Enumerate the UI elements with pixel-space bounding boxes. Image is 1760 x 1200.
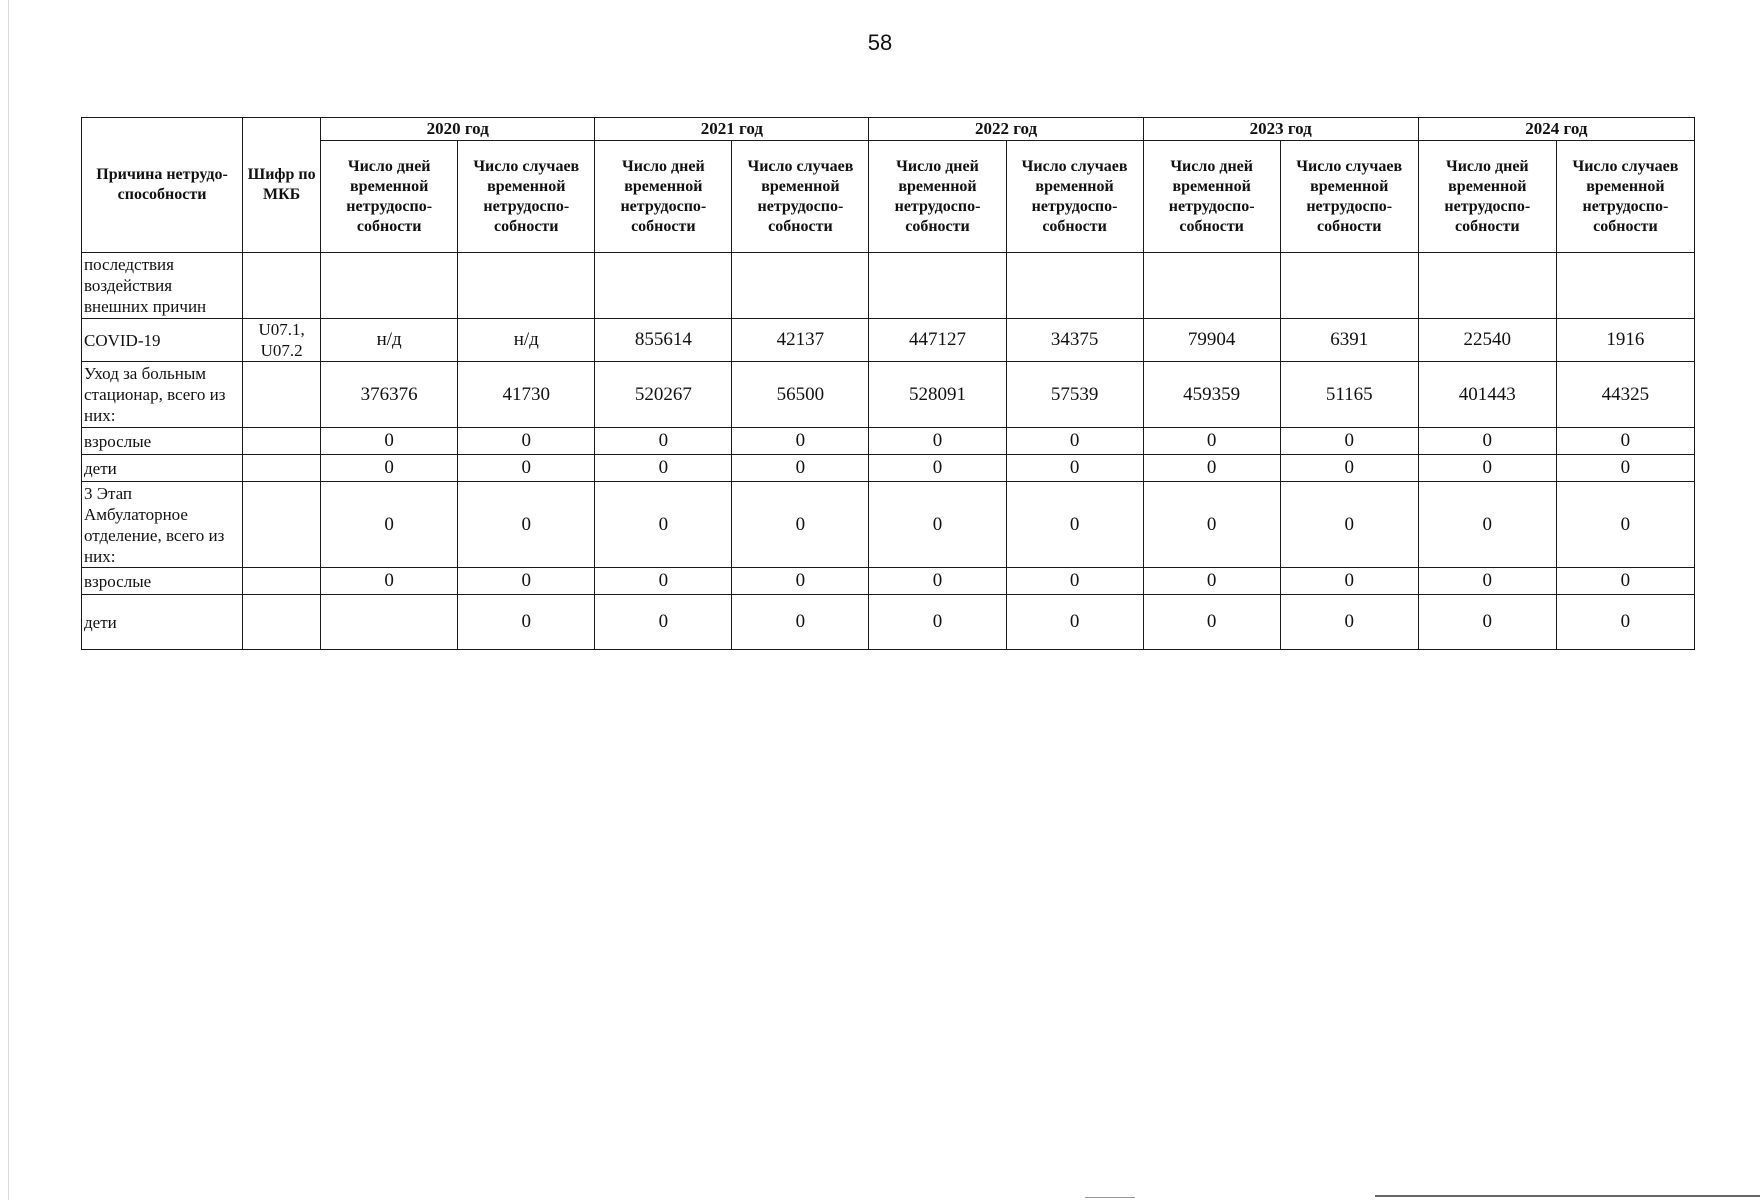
table-row — [82, 362, 1695, 428]
value-cell: 0 — [458, 455, 595, 482]
value-cell: 855614 — [595, 319, 732, 362]
value-cell: 0 — [321, 455, 458, 482]
row-code — [243, 455, 321, 482]
value-cell: 0 — [1280, 482, 1418, 568]
year-header-row — [82, 118, 1695, 141]
value-cell: 0 — [1006, 595, 1143, 650]
value-cell: 0 — [1006, 428, 1143, 455]
row-label: дети — [82, 455, 243, 482]
days-header: Число дней временной нетрудоспо-собности — [1143, 141, 1280, 253]
value-cell: 42137 — [732, 319, 869, 362]
row-label: COVID-19 — [82, 319, 243, 362]
value-cell: 0 — [1556, 428, 1694, 455]
value-cell: 0 — [1006, 455, 1143, 482]
cases-header: Число случаев временной нетрудоспо-собности — [1556, 141, 1694, 253]
table-row — [82, 319, 1695, 362]
value-cell — [1143, 253, 1280, 319]
value-cell: 0 — [1143, 428, 1280, 455]
value-cell — [1556, 253, 1694, 319]
value-cell: 0 — [1143, 482, 1280, 568]
value-cell: 0 — [458, 595, 595, 650]
value-cell: 0 — [458, 568, 595, 595]
days-header: Число дней временной нетрудоспо-собности — [1418, 141, 1556, 253]
value-cell: 0 — [1006, 568, 1143, 595]
value-cell: 6391 — [1280, 319, 1418, 362]
value-cell: 0 — [1418, 428, 1556, 455]
row-code — [243, 362, 321, 428]
value-cell: 0 — [1418, 455, 1556, 482]
cases-header: Число случаев временной нетрудоспо-собности — [1006, 141, 1143, 253]
value-cell: 0 — [732, 595, 869, 650]
value-cell — [321, 253, 458, 319]
value-cell: 0 — [869, 428, 1006, 455]
scan-bottom-line — [1375, 1195, 1760, 1197]
value-cell: 44325 — [1556, 362, 1694, 428]
year-header-2022: 2022 год — [869, 118, 1143, 141]
value-cell — [732, 253, 869, 319]
value-cell: 0 — [595, 482, 732, 568]
value-cell: 22540 — [1418, 319, 1556, 362]
value-cell: 0 — [1556, 568, 1694, 595]
value-cell: 79904 — [1143, 319, 1280, 362]
row-code — [243, 595, 321, 650]
row-label: последствия воздействия внешних причин — [82, 253, 243, 319]
cases-header: Число случаев временной нетрудоспо-собности — [458, 141, 595, 253]
value-cell: 51165 — [1280, 362, 1418, 428]
row-code — [243, 482, 321, 568]
value-cell: 1916 — [1556, 319, 1694, 362]
value-cell: 0 — [595, 595, 732, 650]
value-cell: 0 — [1280, 595, 1418, 650]
value-cell: 0 — [1418, 568, 1556, 595]
table-row — [82, 482, 1695, 568]
value-cell — [1280, 253, 1418, 319]
value-cell: 34375 — [1006, 319, 1143, 362]
value-cell: 0 — [1143, 568, 1280, 595]
table-row — [82, 428, 1695, 455]
cases-header: Число случаев временной нетрудоспо-собности — [1280, 141, 1418, 253]
value-cell: 0 — [1143, 595, 1280, 650]
value-cell: 447127 — [869, 319, 1006, 362]
value-cell: н/д — [321, 319, 458, 362]
table-row — [82, 568, 1695, 595]
value-cell: 0 — [321, 568, 458, 595]
value-cell: 0 — [869, 595, 1006, 650]
year-header-2020: 2020 год — [321, 118, 595, 141]
value-cell: 0 — [458, 482, 595, 568]
row-label: 3 Этап Амбулаторное отделение, всего из них: — [82, 482, 243, 568]
days-header: Число дней временной нетрудоспо-собности — [595, 141, 732, 253]
value-cell: 0 — [595, 455, 732, 482]
year-header-2024: 2024 год — [1418, 118, 1694, 141]
value-cell: 57539 — [1006, 362, 1143, 428]
table-row — [82, 455, 1695, 482]
value-cell: 56500 — [732, 362, 869, 428]
cases-header: Число случаев временной нетрудоспо-собности — [732, 141, 869, 253]
value-cell: 0 — [321, 428, 458, 455]
value-cell: 0 — [595, 568, 732, 595]
value-cell: 0 — [869, 568, 1006, 595]
row-label: Уход за больным стационар, всего из них: — [82, 362, 243, 428]
value-cell: 0 — [869, 482, 1006, 568]
value-cell: 0 — [1556, 455, 1694, 482]
value-cell: 376376 — [321, 362, 458, 428]
value-cell — [869, 253, 1006, 319]
table-row — [82, 595, 1695, 650]
value-cell: 0 — [321, 482, 458, 568]
row-label: взрослые — [82, 568, 243, 595]
days-header: Число дней временной нетрудоспо-собности — [321, 141, 458, 253]
row-label: взрослые — [82, 428, 243, 455]
value-cell: 0 — [732, 455, 869, 482]
value-cell: 0 — [1418, 595, 1556, 650]
year-header-2023: 2023 год — [1143, 118, 1418, 141]
cause-header: Причина нетрудо-способности — [82, 118, 243, 253]
column-header-row — [82, 141, 1695, 253]
row-code — [243, 568, 321, 595]
value-cell: 0 — [732, 428, 869, 455]
page-number: 58 — [867, 30, 893, 55]
sick-leave-table — [81, 117, 1695, 650]
value-cell — [1418, 253, 1556, 319]
row-code — [243, 428, 321, 455]
value-cell: 401443 — [1418, 362, 1556, 428]
value-cell: 0 — [869, 455, 1006, 482]
value-cell — [595, 253, 732, 319]
value-cell — [1006, 253, 1143, 319]
scan-edge-line — [8, 0, 9, 1200]
value-cell: 0 — [1143, 455, 1280, 482]
value-cell: 0 — [458, 428, 595, 455]
value-cell: 0 — [732, 568, 869, 595]
row-code — [243, 253, 321, 319]
value-cell: 0 — [1280, 428, 1418, 455]
value-cell: 0 — [1418, 482, 1556, 568]
value-cell — [458, 253, 595, 319]
value-cell: н/д — [458, 319, 595, 362]
value-cell: 0 — [1006, 482, 1143, 568]
row-label: дети — [82, 595, 243, 650]
value-cell: 459359 — [1143, 362, 1280, 428]
value-cell: 0 — [1556, 482, 1694, 568]
row-code: U07.1, U07.2 — [243, 319, 321, 362]
value-cell: 0 — [595, 428, 732, 455]
value-cell: 41730 — [458, 362, 595, 428]
value-cell: 0 — [732, 482, 869, 568]
value-cell: 528091 — [869, 362, 1006, 428]
value-cell: 0 — [1556, 595, 1694, 650]
value-cell: 0 — [1280, 455, 1418, 482]
scan-bottom-line — [1085, 1197, 1135, 1198]
value-cell: 0 — [1280, 568, 1418, 595]
value-cell — [321, 595, 458, 650]
year-header-2021: 2021 год — [595, 118, 869, 141]
icd-code-header: Шифр по МКБ — [243, 118, 321, 253]
table-row — [82, 253, 1695, 319]
value-cell: 520267 — [595, 362, 732, 428]
days-header: Число дней временной нетрудоспо-собности — [869, 141, 1006, 253]
